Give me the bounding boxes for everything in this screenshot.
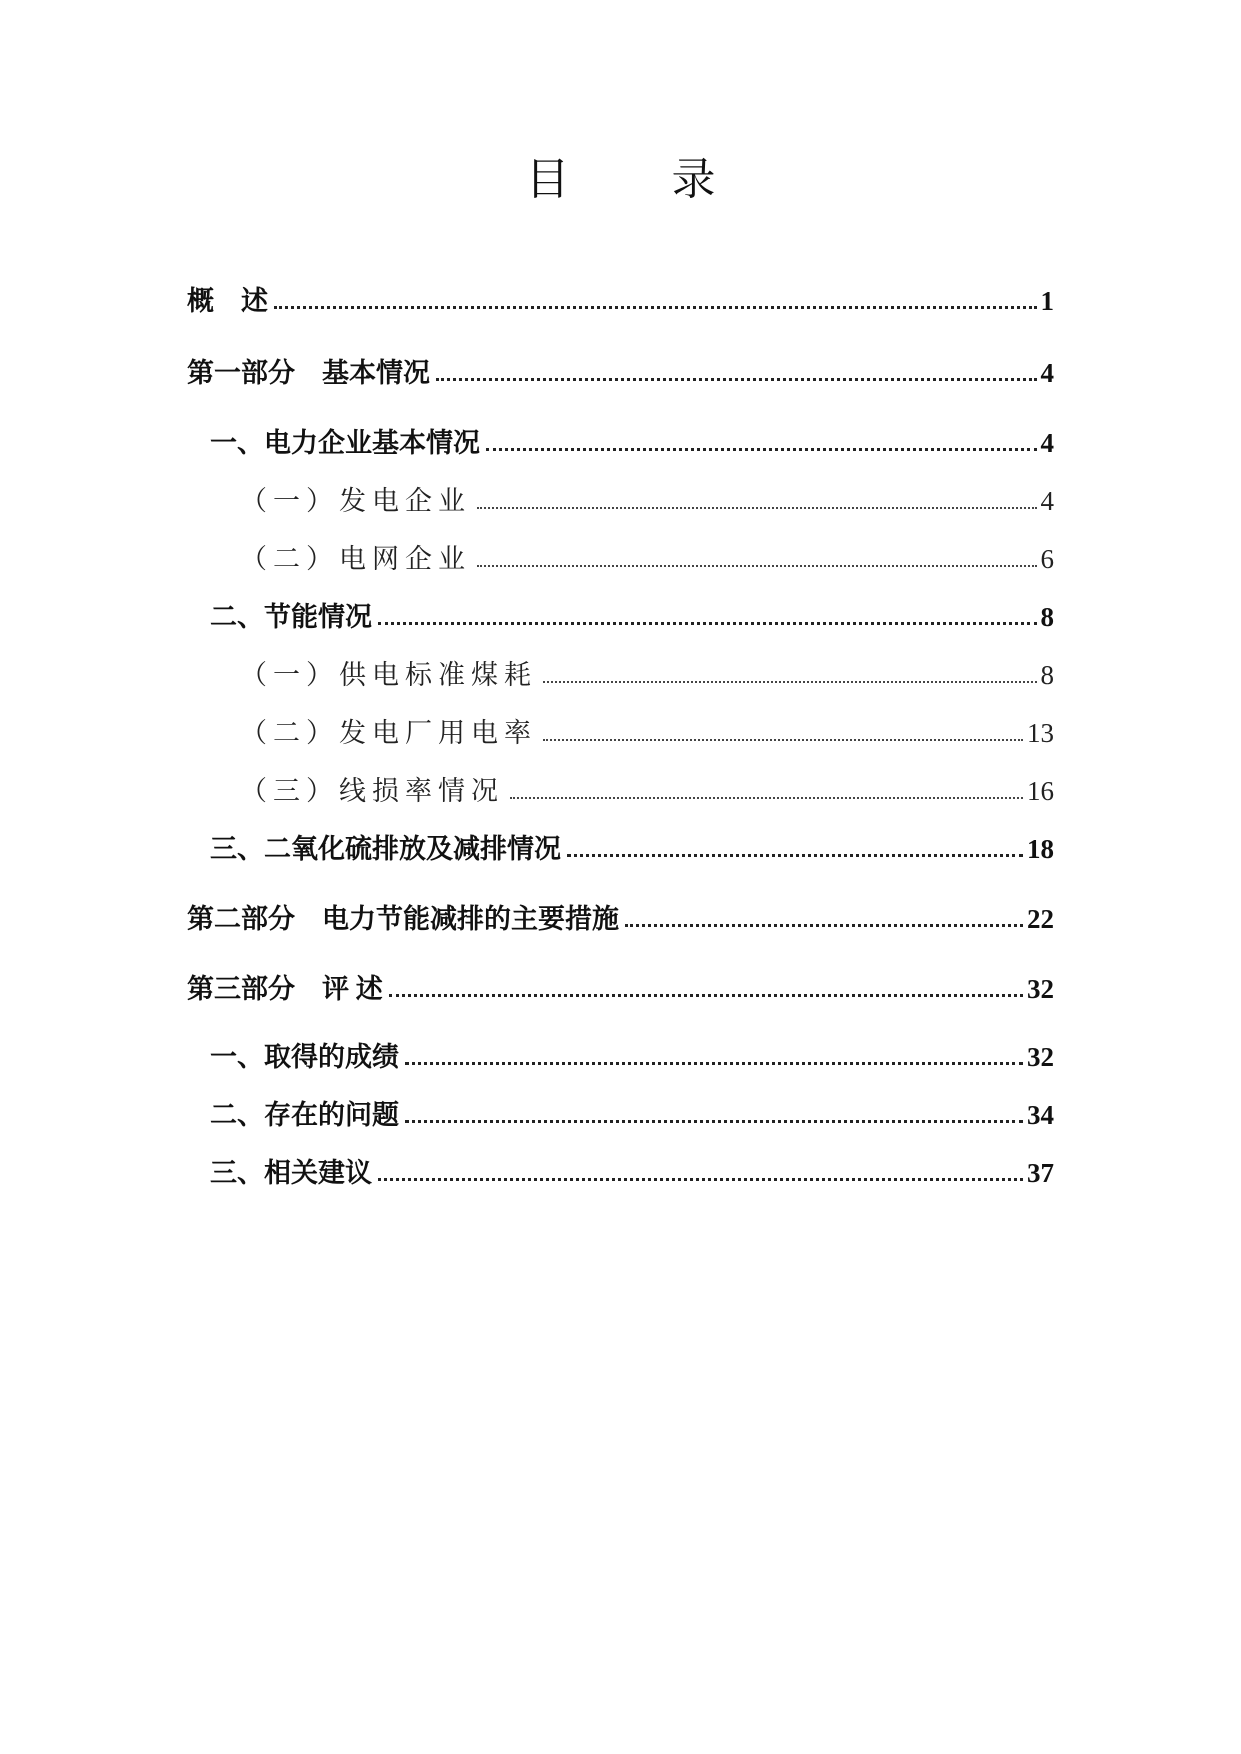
dot-leader <box>543 739 1023 741</box>
toc-page-number: 16 <box>1027 776 1054 806</box>
toc-entry-section-3-3[interactable] <box>210 1150 1054 1190</box>
toc-page-number: 22 <box>1027 904 1054 934</box>
dot-leader <box>625 924 1023 927</box>
toc-entry-label: 一、电力企业基本情况 <box>210 428 480 458</box>
dot-leader <box>477 507 1037 509</box>
toc-entry-label: 第三部分 评 述 <box>187 974 383 1004</box>
toc-entry-label: 三、二氧化硫排放及减排情况 <box>210 834 561 864</box>
toc-entry-label: （二）电网企业 <box>240 544 471 574</box>
toc-entry-label: 三、相关建议 <box>210 1158 372 1188</box>
toc-entry-subsection-1-2-1[interactable] <box>240 652 1054 692</box>
toc-entry-section-3-2[interactable] <box>210 1092 1054 1132</box>
toc-page-number: 6 <box>1040 544 1054 574</box>
toc-entry-section-1-3[interactable] <box>210 826 1054 866</box>
page-title: 目 录 <box>525 154 760 205</box>
toc-page-number: 8 <box>1040 602 1054 632</box>
dot-leader <box>378 622 1037 625</box>
toc-page-number: 32 <box>1027 974 1054 1004</box>
toc-page-number: 34 <box>1027 1100 1054 1130</box>
toc-entry-subsection-1-2-2[interactable] <box>240 710 1054 750</box>
toc-page-number: 1 <box>1040 286 1054 316</box>
toc-entry-part-1[interactable] <box>187 350 1054 390</box>
toc-entry-label: 概 述 <box>187 286 268 316</box>
toc-entry-label: （二）发电厂用电率 <box>240 718 537 748</box>
toc-entry-label: 第二部分 电力节能减排的主要措施 <box>187 904 619 934</box>
toc-entry-label: 二、节能情况 <box>210 602 372 632</box>
toc-entry-section-3-1[interactable] <box>210 1034 1054 1074</box>
toc-entry-label: （一）供电标准煤耗 <box>240 660 537 690</box>
dot-leader <box>543 681 1037 683</box>
toc-page-number: 8 <box>1040 660 1054 690</box>
dot-leader <box>405 1120 1023 1123</box>
dot-leader <box>567 854 1023 857</box>
dot-leader <box>477 565 1037 567</box>
dot-leader <box>436 378 1037 381</box>
toc-entry-subsection-1-2-3[interactable] <box>240 768 1054 808</box>
dot-leader <box>486 448 1037 451</box>
toc-entry-label: 第一部分 基本情况 <box>187 358 430 388</box>
toc-entry-part-3[interactable] <box>187 966 1054 1006</box>
toc-page-number: 13 <box>1027 718 1054 748</box>
toc-entry-subsection-1-1-1[interactable] <box>240 478 1054 518</box>
dot-leader <box>378 1178 1023 1181</box>
toc-page-number: 4 <box>1040 486 1054 516</box>
toc-page-number: 4 <box>1040 428 1054 458</box>
toc-page-number: 32 <box>1027 1042 1054 1072</box>
toc-entry-part-2[interactable] <box>187 896 1054 936</box>
dot-leader <box>510 797 1023 799</box>
dot-leader <box>405 1062 1023 1065</box>
toc-entry-section-1-2[interactable] <box>210 594 1054 634</box>
toc-page-number: 37 <box>1027 1158 1054 1188</box>
toc-entry-label: （一）发电企业 <box>240 486 471 516</box>
toc-entry-label: 一、取得的成绩 <box>210 1042 399 1072</box>
toc-entry-section-1-1[interactable] <box>210 420 1054 460</box>
toc-entry-label: （三）线损率情况 <box>240 776 504 806</box>
toc-entry-label: 二、存在的问题 <box>210 1100 399 1130</box>
toc-entry-subsection-1-1-2[interactable] <box>240 536 1054 576</box>
toc-page-number: 4 <box>1040 358 1054 388</box>
toc-page-number: 18 <box>1027 834 1054 864</box>
dot-leader <box>274 306 1037 309</box>
dot-leader <box>389 994 1023 997</box>
toc-entry-overview[interactable] <box>187 278 1054 318</box>
